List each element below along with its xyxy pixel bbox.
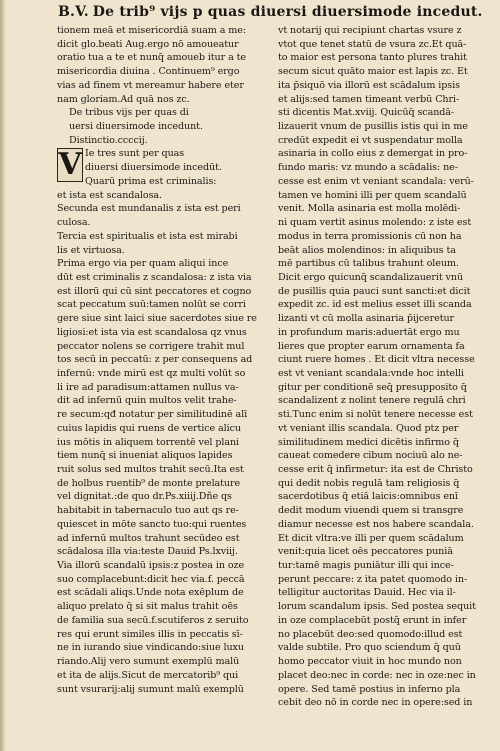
text-line: homo peccator viuit in hoc mundo non xyxy=(278,656,462,668)
text-line: Via illorū scandalū ipsis:z postea in oze xyxy=(57,560,245,572)
text-line: placet deo:nec in corde: nec in oze:nec in xyxy=(278,669,476,681)
text-line: lizanti vt cū molla asinaria p̄ijceretur xyxy=(278,313,455,325)
text-line: qui dedit nobis regulā tam religiosis q̄ xyxy=(278,477,460,489)
chapter-heading xyxy=(57,106,279,147)
heading-line: De tribus vijs per quas di xyxy=(69,107,189,119)
text-line: et alijs:sed tamen timeant verbū Chri- xyxy=(278,93,460,105)
text-line: venit:quia licet oēs peccatores puniā xyxy=(278,546,453,558)
text-line: scandalizent z nolint tenere regulā chri xyxy=(278,395,466,407)
text-line: Prima ergo via per quam aliqui ince xyxy=(57,258,229,270)
text-line: sti dicentis Mat.xviij. Quicūq̄ scandā- xyxy=(278,107,455,119)
text-line: vtot que tenet statū de vsura zc.Et quā- xyxy=(278,38,467,50)
text-line: similitudinem medici dicētis infirmo q̄ xyxy=(278,436,459,448)
text-line: Dicit ergo quicunq̄ scandalizauerit vnū xyxy=(278,271,464,283)
text-line: de pusillis quia pauci sunt sancti:et dicit xyxy=(278,285,471,297)
text-line: ruit solus sed multos trahit secū.Ita est xyxy=(57,464,244,475)
text-line: misericordia diuina . Continuem⁹ ergo xyxy=(57,66,240,78)
text-line: tos secū in peccatū: z per consequens ad xyxy=(57,354,253,366)
text-line: ad infernū multos trahunt secūdeo est xyxy=(57,532,240,544)
text-line: de familia sua secū.f.scutiferos z seruito xyxy=(57,614,249,626)
text-line: Tercia est spiritualis et ista est mirabi xyxy=(57,230,238,242)
text-line: telligitur auctoritas Dauid. Hec via il- xyxy=(278,587,456,599)
text-line: dicit glo.beati Aug.ergo nō amoueatur xyxy=(57,38,239,50)
text-line: de holbus ruentib⁹ de monte prelature xyxy=(57,477,241,489)
text-line: beāt alios molendinos: in aliquibus ta xyxy=(278,244,456,256)
text-line: valde subtile. Pro quo sciendum q̄ quū xyxy=(278,642,461,654)
text-line: tur:tamē magis puniātur illi qui ince- xyxy=(278,560,454,572)
text-line: lizauerit vnum de pusillis istis qui in me xyxy=(278,121,468,133)
text-line: ita p̄siquō via illorū est scādalum ipsis xyxy=(278,79,460,91)
text-line: in oze complacebūt postq̄ erunt in infer xyxy=(278,614,467,626)
initial-line: Quarū prima est criminalis: xyxy=(85,175,217,187)
heading-line: uersi diuersimode incedunt. xyxy=(69,121,203,133)
text-line: lorum scandalum ipsis. Sed postea sequit xyxy=(278,601,476,613)
text-line: credūt expedit ei vt suspendatur molla xyxy=(278,134,463,146)
text-line: culosa. xyxy=(57,217,91,229)
text-line: dūt est criminalis z scandalosa: z ista via xyxy=(57,271,252,283)
text-line: et ita de alijs.Sicut de mercatorib⁹ qui xyxy=(57,669,239,681)
text-line: suo complacebunt:dicit hec via.f. peccā xyxy=(57,573,245,585)
text-line: et ista est scandalosa. xyxy=(57,189,162,201)
text-line: gere siue sint laici siue sacerdotes siue re xyxy=(57,313,257,325)
text-line: est illorū qui cū sint peccatores et cogno xyxy=(57,285,252,297)
text-line: tionem meā et misericordiā suam a me: xyxy=(57,25,247,36)
text-line: quiescet in mōte sancto tuo:qui ruentes xyxy=(57,518,247,530)
decorated-initial: V xyxy=(58,147,82,183)
running-head-title: De trib⁹ vijs p quas diuersi diuersimode incedut. xyxy=(92,4,483,20)
text-line: sacerdotibus q̄ etiā laicis:omnibus enī xyxy=(278,491,458,503)
text-line: est vt veniant scandala:vnde hoc intelli xyxy=(278,367,464,379)
text-line: in profundum maris:aduertāt ergo mu xyxy=(278,326,460,338)
text-line: scat peccatum suū:tamen nolūt se corri xyxy=(57,299,246,311)
text-line: riando.Alij vero sumunt exemplū malū xyxy=(57,656,240,668)
text-line: re secum:qđ notatur per similitudinē alī xyxy=(57,409,248,421)
text-line: fundo maris: vz mundo a scādalis: ne- xyxy=(278,162,458,174)
text-line: to maior est persona tanto plures trahit xyxy=(278,52,467,64)
text-line: asinaria in collo eius z demergat in pro- xyxy=(278,148,468,160)
text-line: habitabit in tabernaculo tuo aut qs re- xyxy=(57,505,239,517)
left-column xyxy=(57,24,279,736)
text-line: no placebūt deo:sed quomodo:illud est xyxy=(278,628,463,640)
text-line: vel dignitat.:de quo dr.Ps.xiiij.Dñe qs xyxy=(57,491,232,503)
text-line: cebit deo nō in corde nec in opere:sed in xyxy=(278,697,473,709)
text-line: vt notarij qui recipiunt chartas vsure z xyxy=(278,25,462,36)
right-column xyxy=(278,24,500,736)
left-column-body-text xyxy=(57,189,279,697)
folio-mark: B.V. xyxy=(58,4,89,20)
text-line: tiem nunq̄ si inueniat aliquos lapides xyxy=(57,450,233,462)
text-line: lieres que propter earum ornamenta fa xyxy=(278,340,465,352)
text-line: infernū: vnde mirū est qz multi volūt so xyxy=(57,367,246,379)
text-line: peccator nolens se corrigere trahit mul xyxy=(57,340,245,352)
text-line: cesse erit q̄ infirmetur: ita est de Christo xyxy=(278,464,473,475)
text-line: modus in terra promissionis cū non ha xyxy=(278,230,462,242)
text-line: dit ad infernū quin multos velit trahe- xyxy=(57,395,237,407)
text-line: secum sicut quāto maior est lapis zc. Et xyxy=(278,66,468,78)
page-gutter-shadow xyxy=(0,0,6,751)
running-head xyxy=(58,4,490,26)
text-line: ligiosi:et ista via est scandalosa qz vnus xyxy=(57,326,247,338)
text-line: tamen ve homini illi per quem scandalū xyxy=(278,189,467,201)
text-line: venit. Molla asinaria est molla molēdi- xyxy=(278,203,461,215)
text-line: cesse est enim vt veniant scandala: verū- xyxy=(278,175,474,187)
text-line: nam gloriam.Ad quā nos zc. xyxy=(57,93,190,105)
text-line: vt veniant illis scandala. Quod ptz per xyxy=(278,422,459,434)
text-line: mē partibus cū talibus trahunt oleum. xyxy=(278,258,459,270)
text-line: diamur necesse est nos habere scandala. xyxy=(278,518,474,530)
text-line: oratio tua a te et nunq̄ amoueb itur a te xyxy=(57,52,246,64)
text-line: est scādali aliqs.Unde nota exēplum de xyxy=(57,587,244,599)
text-line: ne in iurando siue vindicando:siue luxu xyxy=(57,642,244,654)
text-line: opere. Sed tamē postius in inferno pla xyxy=(278,683,461,695)
text-line: aliquo prelato q̄ si sit malus trahit oēs xyxy=(57,601,238,613)
text-line: sunt vsurarij:alij sumunt malū exemplū xyxy=(57,683,244,695)
text-line: ciunt ruere homes . Et dicit vltra necesse xyxy=(278,354,475,366)
text-line: Secunda est mundanalis z ista est peri xyxy=(57,203,241,215)
heading-line: Distinctio.ccccij. xyxy=(69,134,148,146)
text-line: lis et virtuosa. xyxy=(57,244,125,256)
initial-line: Ie tres sunt per quas xyxy=(85,148,185,160)
initial-line: diuersi diuersimode incedūt. xyxy=(85,162,222,174)
text-line: Et dicit vltra:ve illi per quem scādalum xyxy=(278,532,464,544)
text-line: caueat comedere cibum nociuū alo ne- xyxy=(278,450,463,462)
text-line: expedit zc. id est melius esset illi scanda xyxy=(278,299,472,311)
text-line: li ire ad paradisum:attamen nullus va- xyxy=(57,381,239,393)
text-line: ni quam vertit asinus molendo: z iste est xyxy=(278,217,472,229)
text-line: dedit modum viuendi quem si transgre xyxy=(278,505,464,517)
left-column-opening-text xyxy=(57,24,279,106)
right-column-body-text xyxy=(278,24,500,710)
initial-paragraph xyxy=(57,147,279,188)
text-line: res qui erunt similes illis in peccatis sī- xyxy=(57,628,243,640)
text-line: vias ad finem vt mereamur habere eter xyxy=(57,79,244,91)
text-line: gitur per conditionē seq̄ presupposito q̄ xyxy=(278,381,467,393)
text-line: scādalosa illa via:teste Dauid Ps.lxviij. xyxy=(57,546,238,558)
text-line: perunt peccare: z ita patet quomodo in- xyxy=(278,573,468,585)
text-line: cuius lapidis qui ruens de vertice alicu xyxy=(57,422,241,434)
text-line: ius mōtis in aliquem torrentē vel plani xyxy=(57,436,240,448)
text-line: sti.Tunc enim si nolūt tenere necesse est xyxy=(278,409,473,421)
